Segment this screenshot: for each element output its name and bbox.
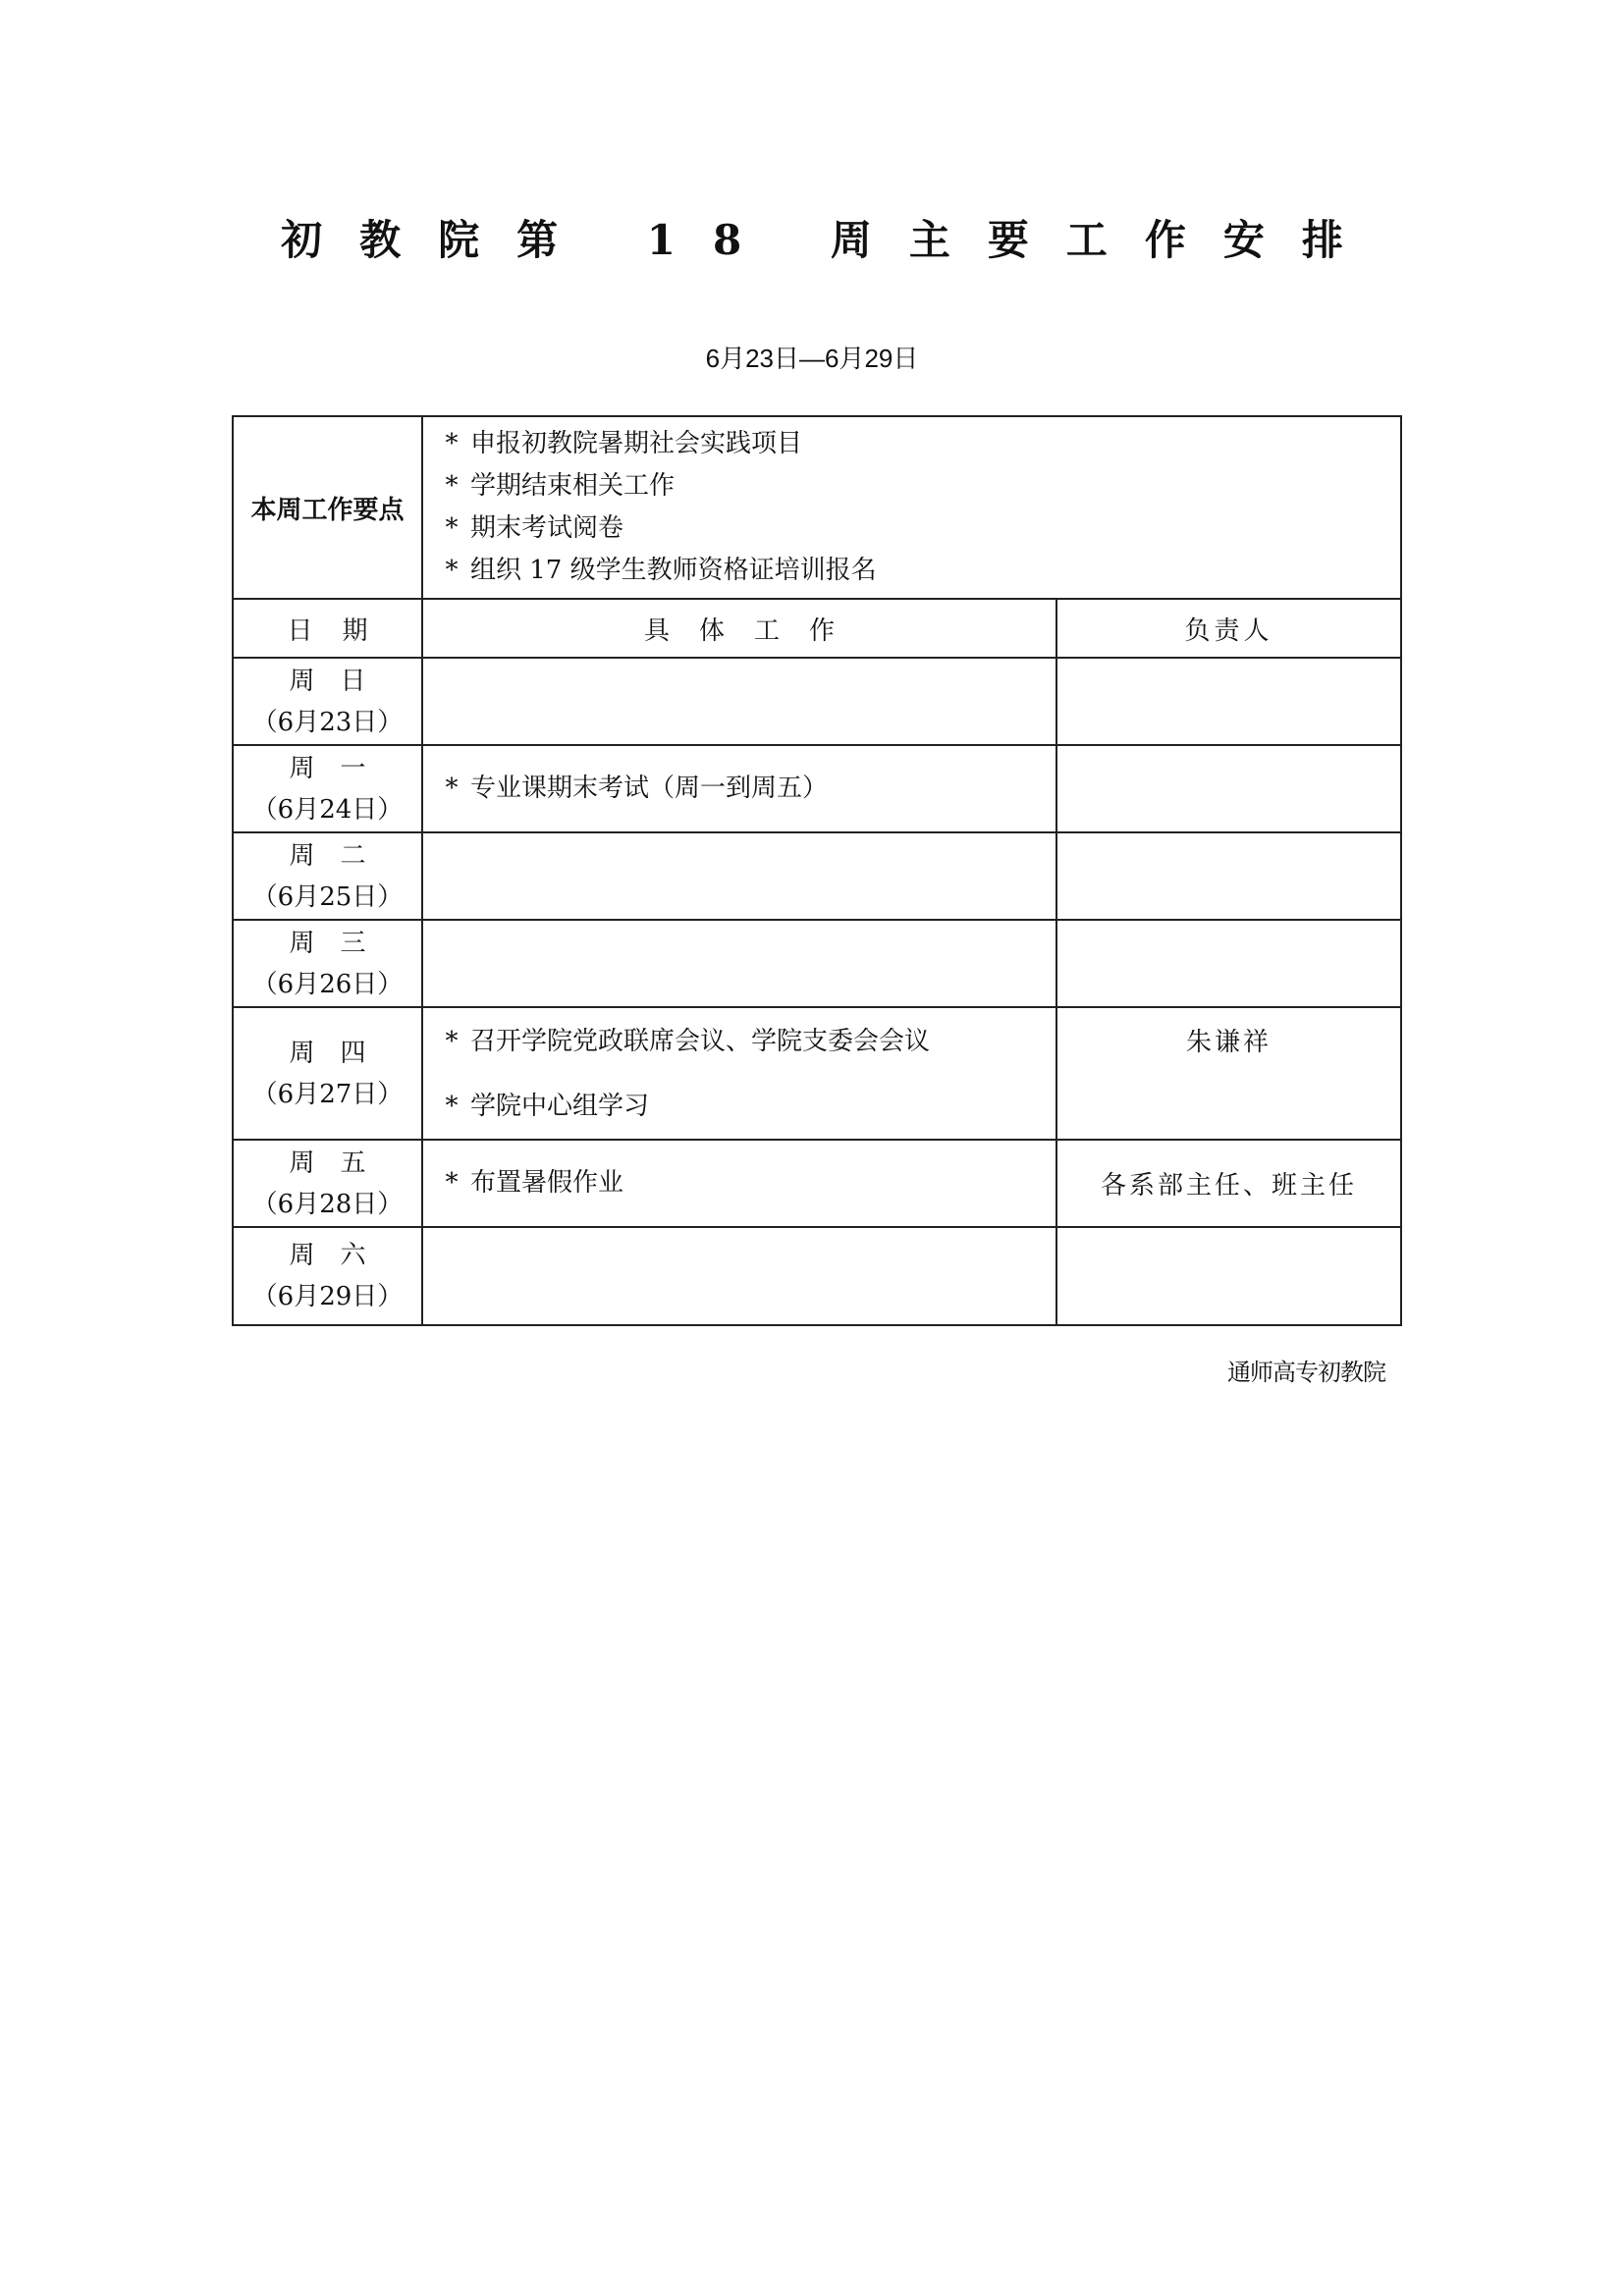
bullet-icon: * xyxy=(445,1091,459,1121)
bullet-icon: * xyxy=(445,513,459,543)
day-row-monday xyxy=(233,745,1401,832)
header-work: 具体工作 xyxy=(422,599,1056,658)
work-cell xyxy=(422,745,1056,832)
task-item: * 专业课期末考试（周一到周五） xyxy=(433,768,1056,810)
day-cell: 周三 （6月26日） xyxy=(233,920,422,1007)
task-item: * 学院中心组学习 xyxy=(433,1074,1056,1139)
day-row-friday xyxy=(233,1140,1401,1227)
owner-cell: 各系部主任、班主任 xyxy=(1056,1140,1401,1227)
key-point-item: * 组织 17 级学生教师资格证培训报名 xyxy=(433,550,1400,592)
key-points-label: 本周工作要点 xyxy=(233,416,422,599)
day-cell: 周一 （6月24日） xyxy=(233,745,422,832)
document-title: 初教院第 18 周主要工作安排 xyxy=(281,216,1380,264)
day-row-saturday xyxy=(233,1227,1401,1325)
day-cell: 周日 （6月23日） xyxy=(233,658,422,745)
day-row-sunday xyxy=(233,658,1401,745)
key-point-item: * 期末考试阅卷 xyxy=(433,507,1400,550)
header-date: 日期 xyxy=(233,599,422,658)
owner-cell xyxy=(1056,832,1401,920)
day-cell: 周四 （6月27日） xyxy=(233,1007,422,1140)
key-points-row xyxy=(233,416,1401,599)
work-cell xyxy=(422,1007,1056,1140)
bullet-icon: * xyxy=(445,1168,459,1198)
work-cell xyxy=(422,1227,1056,1325)
signature: 通师高专初教院 xyxy=(1227,1359,1385,1386)
bullet-icon: * xyxy=(445,774,459,803)
task-item: * 召开学院党政联席会议、学院支委会会议 xyxy=(433,1009,1056,1074)
day-row-thursday xyxy=(233,1007,1401,1140)
owner-cell xyxy=(1056,658,1401,745)
bullet-icon: * xyxy=(445,1026,459,1056)
work-cell xyxy=(422,658,1056,745)
key-point-item: * 申报初教院暑期社会实践项目 xyxy=(433,423,1400,465)
key-point-item: * 学期结束相关工作 xyxy=(433,465,1400,507)
bullet-icon: * xyxy=(445,556,459,585)
day-row-wednesday xyxy=(233,920,1401,1007)
key-points-list xyxy=(422,416,1401,599)
schedule-table xyxy=(232,415,1402,1326)
task-item: * 布置暑假作业 xyxy=(433,1162,1056,1204)
bullet-icon: * xyxy=(445,471,459,501)
bullet-icon: * xyxy=(445,429,459,458)
day-row-tuesday xyxy=(233,832,1401,920)
header-row xyxy=(233,599,1401,658)
day-cell: 周五 （6月28日） xyxy=(233,1140,422,1227)
owner-cell xyxy=(1056,920,1401,1007)
work-cell xyxy=(422,832,1056,920)
owner-cell xyxy=(1056,745,1401,832)
owner-cell xyxy=(1056,1227,1401,1325)
header-owner: 负责人 xyxy=(1056,599,1401,658)
owner-cell: 朱谦祥 xyxy=(1056,1007,1401,1140)
date-range: 6月23日—6月29日 xyxy=(705,344,919,373)
work-cell xyxy=(422,1140,1056,1227)
day-cell: 周六 （6月29日） xyxy=(233,1227,422,1325)
work-cell xyxy=(422,920,1056,1007)
day-cell: 周二 （6月25日） xyxy=(233,832,422,920)
